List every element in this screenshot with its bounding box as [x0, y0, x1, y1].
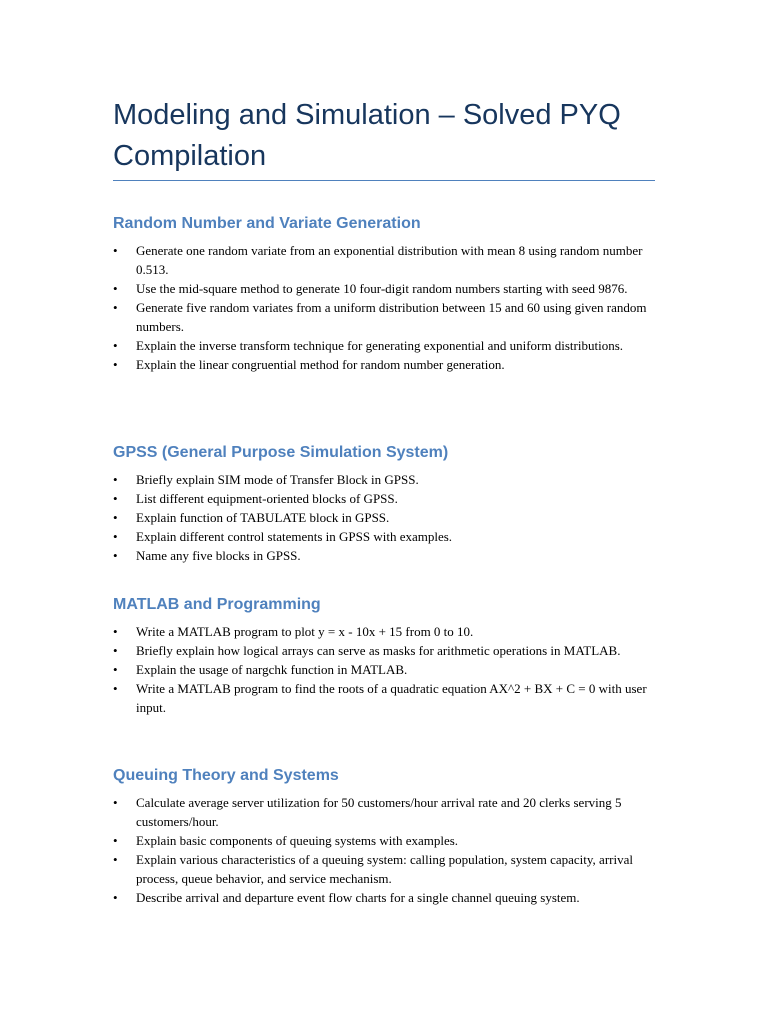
list-item-text: Generate one random variate from an exponential distribution with mean 8 using random number 0.513. — [136, 243, 643, 277]
list-item — [113, 679, 658, 717]
bullet-icon: • — [113, 662, 118, 677]
bullet-icon: • — [113, 300, 118, 315]
list-item-text: Calculate average server utilization for 50 customers/hour arrival rate and 20 clerks serving 5 customers/hour. — [136, 795, 622, 829]
list-item — [113, 888, 658, 907]
list-item — [113, 336, 658, 355]
bullet-icon: • — [113, 529, 118, 544]
list-item — [113, 279, 658, 298]
bullet-icon: • — [113, 852, 118, 867]
list-item — [113, 831, 658, 850]
bullet-icon: • — [113, 472, 118, 487]
bullet-icon: • — [113, 243, 118, 258]
bullet-icon: • — [113, 281, 118, 296]
list-item-text: Explain various characteristics of a queuing system: calling population, system capacity, arrival process, queue behavior, and service mechanism. — [136, 852, 633, 886]
list-item-text: Generate five random variates from a uniform distribution between 15 and 60 using given random numbers. — [136, 300, 647, 334]
list-item-text: Explain function of TABULATE block in GPSS. — [136, 510, 390, 525]
list-item-text: Write a MATLAB program to find the roots of a quadratic equation AX^2 + BX + C = 0 with user input. — [136, 681, 647, 715]
bullet-icon: • — [113, 357, 118, 372]
list-item — [113, 622, 658, 641]
question-list — [113, 793, 658, 907]
question-list — [113, 241, 658, 374]
list-item-text: Explain the usage of nargchk function in MATLAB. — [136, 662, 408, 677]
list-item-text: Name any five blocks in GPSS. — [136, 548, 301, 563]
bullet-icon: • — [113, 510, 118, 525]
list-item-text: Use the mid-square method to generate 10 four-digit random numbers starting with seed 9876. — [136, 281, 628, 296]
title-divider — [113, 180, 655, 181]
list-item — [113, 489, 658, 508]
list-item — [113, 355, 658, 374]
document-title: Modeling and Simulation – Solved PYQ Compilation — [113, 99, 621, 172]
list-item — [113, 298, 658, 336]
list-item — [113, 470, 658, 489]
bullet-icon: • — [113, 338, 118, 353]
list-item-text: Explain basic components of queuing systems with examples. — [136, 833, 459, 848]
section-queuing-theory — [113, 765, 658, 907]
bullet-icon: • — [113, 548, 118, 563]
list-item-text: Explain the linear congruential method for random number generation. — [136, 357, 505, 372]
section-heading: Queuing Theory and Systems — [113, 767, 339, 784]
question-list — [113, 622, 658, 717]
list-item-text: Briefly explain how logical arrays can serve as masks for arithmetic operations in MATLAB. — [136, 643, 621, 658]
section-heading: Random Number and Variate Generation — [113, 215, 421, 232]
section-heading: GPSS (General Purpose Simulation System) — [113, 444, 449, 461]
bullet-icon: • — [113, 890, 118, 905]
bullet-icon: • — [113, 491, 118, 506]
bullet-icon: • — [113, 624, 118, 639]
list-item-text: Briefly explain SIM mode of Transfer Block in GPSS. — [136, 472, 419, 487]
question-list — [113, 470, 658, 565]
list-item — [113, 241, 658, 279]
list-item — [113, 641, 658, 660]
bullet-icon: • — [113, 795, 118, 810]
list-item-text: List different equipment-oriented blocks of GPSS. — [136, 491, 398, 506]
bullet-icon: • — [113, 833, 118, 848]
list-item-text: Explain the inverse transform technique for generating exponential and uniform distributions. — [136, 338, 624, 353]
bullet-icon: • — [113, 643, 118, 658]
list-item — [113, 527, 658, 546]
section-random-number-generation — [113, 213, 658, 374]
list-item — [113, 546, 658, 565]
list-item-text: Explain different control statements in GPSS with examples. — [136, 529, 453, 544]
bullet-icon: • — [113, 681, 118, 696]
section-heading: MATLAB and Programming — [113, 596, 321, 613]
list-item — [113, 850, 658, 888]
list-item — [113, 793, 658, 831]
section-matlab — [113, 594, 658, 717]
list-item — [113, 508, 658, 527]
list-item-text: Describe arrival and departure event flow charts for a single channel queuing system. — [136, 890, 580, 905]
list-item — [113, 660, 658, 679]
list-item-text: Write a MATLAB program to plot y = x - 10x + 15 from 0 to 10. — [136, 624, 474, 639]
section-gpss — [113, 442, 658, 565]
